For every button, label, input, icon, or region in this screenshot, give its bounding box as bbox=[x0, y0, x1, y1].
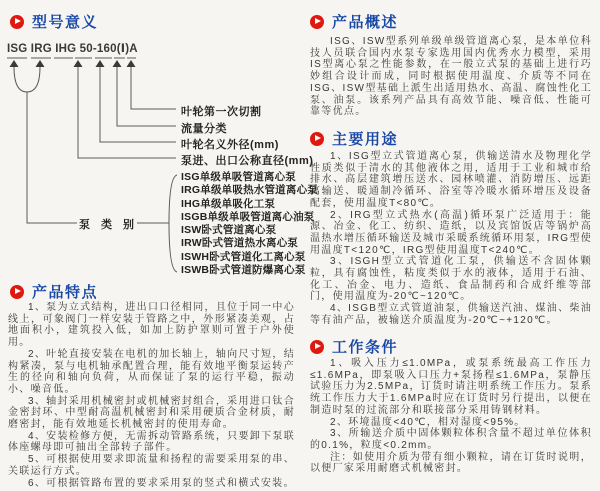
pump-type-item: ISWB卧式管道防爆离心泵 bbox=[181, 264, 306, 277]
paragraph: 注：如使用介质为带有细小颗粒，请在订货时说明，以便厂家采用耐磨式机械密封。 bbox=[310, 451, 592, 475]
features-text bbox=[8, 302, 295, 489]
pump-type-item: IRW卧式管道热水离心泵 bbox=[181, 237, 299, 250]
play-icon bbox=[310, 132, 324, 146]
section-header-usage bbox=[310, 128, 398, 149]
usage-text bbox=[310, 151, 592, 327]
paragraph: 5、可根据使用要求即流量和扬程的需要采用泵的串、关联运行方式。 bbox=[8, 454, 295, 477]
section-title-conditions: 工作条件 bbox=[332, 339, 399, 356]
play-icon bbox=[10, 15, 24, 29]
pump-type-item: IRG单级单吸热水管道离心泵 bbox=[181, 184, 318, 197]
paragraph: 6、可根据管路布置的要求采用泵的竖式和横式安装。 bbox=[28, 477, 295, 489]
pump-category-label: 泵类别 bbox=[79, 219, 145, 231]
pump-type-item: ISWH卧式管道化工离心泵 bbox=[181, 250, 306, 263]
callout-impeller-cut: 叶轮第一次切割 bbox=[181, 106, 262, 118]
model-code: ISG IRG IHG 50-160(Ⅰ)A bbox=[7, 43, 138, 55]
pump-type-item: ISGB单级单吸管道离心油泵 bbox=[181, 210, 315, 223]
play-icon bbox=[10, 285, 24, 299]
paragraph: 4、安装检修方便，无需拆动管路系统，只要卸下泵联体座螺母即可抽出全部转子部件。 bbox=[8, 430, 295, 454]
section-header-conditions bbox=[310, 336, 398, 357]
section-title-features: 产品特点 bbox=[32, 284, 99, 301]
section-header-overview bbox=[310, 11, 398, 32]
section-title-usage: 主要用途 bbox=[332, 131, 399, 148]
conditions-text bbox=[310, 358, 592, 475]
section-title-model: 型号意义 bbox=[32, 14, 99, 31]
callout-port-diameter: 泵进、出口公称直径(mm) bbox=[181, 155, 314, 167]
callout-flow-class: 流量分类 bbox=[181, 123, 227, 135]
section-title-overview: 产品概述 bbox=[332, 14, 399, 31]
pump-type-item: ISW卧式管道离心泵 bbox=[181, 224, 277, 237]
section-header-features bbox=[10, 281, 98, 302]
pump-type-item: ISG单级单吸管道离心泵 bbox=[181, 171, 296, 183]
paragraph: 1、ISG型立式管道离心泵，供输送清水及物理化学性质类似于清水的其他液体之用，适用于工业和城市给排水、高层建筑增压送水、园林喷灌、消防增压、远距离输送、暖通制冷循环、浴室等冷暖水循环增压及设备配套，使用温度T<80℃。 bbox=[310, 151, 592, 209]
paragraph: 2、IRG型立式热水(高温)循环泵广泛适用于：能源、冶金、化工、纺织、造纸，以及宾馆饭店等锅炉高温热水增压循环输送及城市采暖系统循环用泵，IRG型使用温度T<120℃，IRG型使用温度T<240℃。 bbox=[310, 209, 592, 256]
paragraph: 4、ISGB型立式管道油泵，供输送汽油、煤油、柴油等有油产品，被输送介质温度为-20℃~+120℃。 bbox=[310, 303, 592, 326]
pump-type-item: IHG单级单吸化工泵 bbox=[181, 197, 276, 210]
paragraph: 1、吸入压力≤1.0MPa，或泵系统最高工作压力≤1.6MPa，即泵吸入口压力+泵扬程≤1.6MPa，泵静压试验压力为2.5MPa，订货时请注明系统工作压力。泵系统工作压力大于1.6MPa时应在订货时另行提出，以便在制造时泵的过流部分和联接部分采用铸钢材料。 bbox=[310, 358, 592, 416]
section-header-model bbox=[10, 11, 98, 32]
paragraph: 3、ISGH型立式管道化工泵，供输送不含固体颗粒，具有腐蚀性，粘度类似于水的液体，适用于石油、化工、冶金、电力、造纸、食品制药和合成纤维等部门，使用温度为-20℃~120℃。 bbox=[310, 256, 592, 303]
paragraph: 3、所输送介质中固体颗粒体积含量不超过单位体积的0.1%，粒度<0.2mm。 bbox=[310, 428, 592, 451]
paragraph: 1、泵为立式结构，进出口口径相同，且位于同一中心线上，可象阀门一样安装于管路之中，外形紧凑美观，占地面积小，建筑投入低，如加上防护罩则可置于户外使用。 bbox=[8, 302, 295, 349]
callout-impeller-diameter: 叶轮名义外径(mm) bbox=[181, 139, 279, 151]
paragraph: ISG、ISW型系列单级单级管道离心泵，是本单位科技人员联合国内水泵专家选用国内优秀水力模型，采用IS型离心泵之性能参数，在一般立式泵的基础上进行巧妙组合设计而成，同时根据使用温度、介质等不同在ISG、ISW型基础上派生出适用热水、高温、腐蚀性化工泵、油泵。该系列产品具有高效节能、噪音低、性能可靠等优点。 bbox=[310, 36, 592, 118]
paragraph: 2、叶轮直接安装在电机的加长轴上，轴向尺寸短，结构紧凑，泵与电机轴承配置合理，能有效地平衡泵运转产生的径向和轴向负荷，从而保证了泵的运行平稳，振动小、噪音低。 bbox=[8, 348, 295, 395]
pump-type-list bbox=[181, 171, 318, 277]
overview-text bbox=[310, 36, 592, 118]
play-icon bbox=[310, 340, 324, 354]
paragraph: 2、环境温度<40℃，相对湿度<95%。 bbox=[330, 416, 526, 428]
paragraph: 3、轴封采用机械密封或机械密封组合，采用进口钛合金密封环、中型耐高温机械密封和采用硬质合金材质，耐磨密封，能有效地延长机械密封的使用寿命。 bbox=[8, 395, 295, 431]
play-icon bbox=[310, 15, 324, 29]
